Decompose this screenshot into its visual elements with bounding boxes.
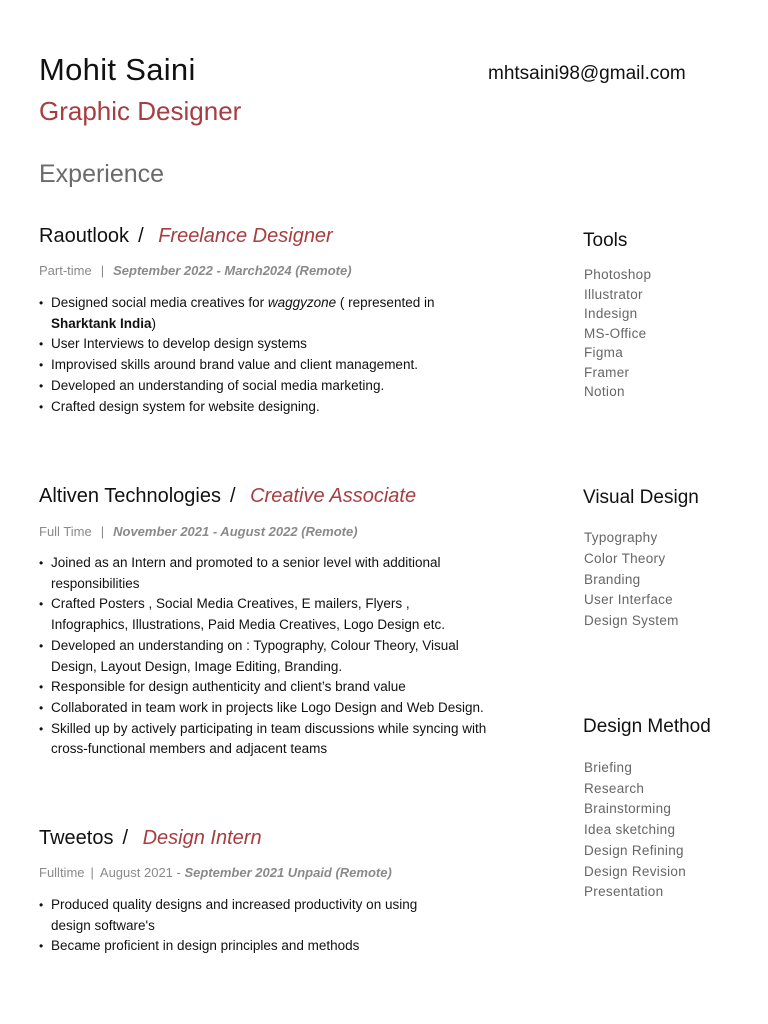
- list-item: Framer: [584, 364, 630, 380]
- list-item: Photoshop: [584, 267, 652, 282]
- list-item: • Crafted design system for website designing.: [38, 397, 488, 418]
- visual-design-list: [584, 528, 679, 632]
- job-bullets-tweetos: [38, 895, 458, 957]
- design-method-heading: Design Method: [583, 716, 711, 737]
- meta-separator: |: [100, 263, 105, 278]
- job-meta-tweetos: [39, 865, 392, 880]
- job-dates: September 2022 - March2024 (Remote): [113, 263, 352, 278]
- job-position: Freelance Designer: [158, 225, 333, 247]
- list-item: Research: [584, 780, 645, 796]
- tools-heading: Tools: [583, 230, 628, 251]
- job-position: Design Intern: [142, 827, 262, 849]
- list-item: Branding: [584, 571, 641, 587]
- job-meta-altiven: [39, 524, 358, 539]
- candidate-name: Mohit Saini: [39, 52, 196, 87]
- list-item: • Produced quality designs and increased productivity on using design software's: [38, 895, 458, 936]
- candidate-title: Graphic Designer: [39, 96, 242, 126]
- job-dates: September 2021 Unpaid (Remote): [184, 865, 392, 880]
- list-item: Notion: [584, 384, 625, 399]
- visual-design-heading: Visual Design: [583, 487, 699, 508]
- job-separator: /: [122, 827, 129, 849]
- list-item: • Became proficient in design principles and methods: [38, 936, 458, 957]
- job-separator: /: [138, 225, 144, 247]
- list-item: Briefing: [584, 760, 633, 775]
- job-header-tweetos: [39, 827, 262, 850]
- job-meta-raoutlook: [39, 263, 352, 278]
- list-item: • Joined as an Intern and promoted to a senior level with additional responsibilities: [38, 553, 488, 594]
- list-item: Typography: [584, 530, 658, 545]
- job-position: Creative Associate: [250, 485, 417, 507]
- experience-heading: Experience: [39, 160, 165, 188]
- list-item: • Improvised skills around brand value and client management.: [38, 355, 488, 376]
- job-header-raoutlook: [39, 225, 333, 248]
- list-item: • Collaborated in team work in projects like Logo Design and Web Design.: [38, 698, 488, 719]
- list-item: Figma: [584, 345, 624, 360]
- meta-separator: |: [100, 524, 105, 539]
- list-item: • User Interviews to develop design systems: [38, 334, 488, 355]
- job-company: Raoutlook: [39, 225, 130, 247]
- list-item: • Skilled up by actively participating in team discussions while syncing with cross-functional members and adjacent teams: [38, 719, 488, 760]
- design-method-list: [584, 758, 686, 903]
- list-item: Illustrator: [584, 286, 643, 302]
- job-type: Fulltime: [39, 865, 85, 880]
- list-item: MS-Office: [584, 325, 647, 341]
- tools-list: [584, 265, 651, 402]
- list-item: • Responsible for design authenticity and client’s brand value: [38, 677, 488, 698]
- job-type: Full Time: [39, 524, 92, 539]
- job-company: Tweetos: [39, 827, 114, 849]
- job-dates: November 2021 - August 2022 (Remote): [113, 524, 358, 539]
- list-item: • Designed social media creatives for waggyzone ( represented in Sharktank India): [38, 293, 488, 334]
- list-item: Design System: [584, 613, 679, 629]
- job-type: Part-time: [39, 263, 92, 278]
- meta-separator: |: [90, 865, 94, 880]
- list-item: Design Refining: [584, 842, 684, 858]
- job-header-altiven: [39, 485, 416, 508]
- list-item: Presentation: [584, 884, 664, 900]
- list-item: Indesign: [584, 306, 638, 321]
- job-bullets-raoutlook: [38, 293, 488, 417]
- list-item: • Developed an understanding on : Typography, Colour Theory, Visual Design, Layout Design, Image Editing, Branding.: [38, 636, 488, 677]
- job-bullets-altiven: [38, 553, 488, 760]
- list-item: • Developed an understanding of social media marketing.: [38, 376, 488, 397]
- contact-email[interactable]: mhtsaini98@gmail.com: [488, 63, 686, 84]
- list-item: • Crafted Posters , Social Media Creatives, E mailers, Flyers , Infographics, Illustrations, Paid Media Creatives, Logo Design etc.: [38, 594, 488, 635]
- list-item: Brainstorming: [584, 801, 672, 817]
- job-company: Altiven Technologies: [39, 485, 221, 507]
- job-dates-start: August 2021 -: [99, 865, 185, 880]
- list-item: Design Revision: [584, 863, 687, 879]
- list-item: User Interface: [584, 592, 673, 608]
- job-separator: /: [229, 485, 236, 507]
- list-item: Color Theory: [584, 550, 666, 566]
- list-item: Idea sketching: [584, 822, 676, 838]
